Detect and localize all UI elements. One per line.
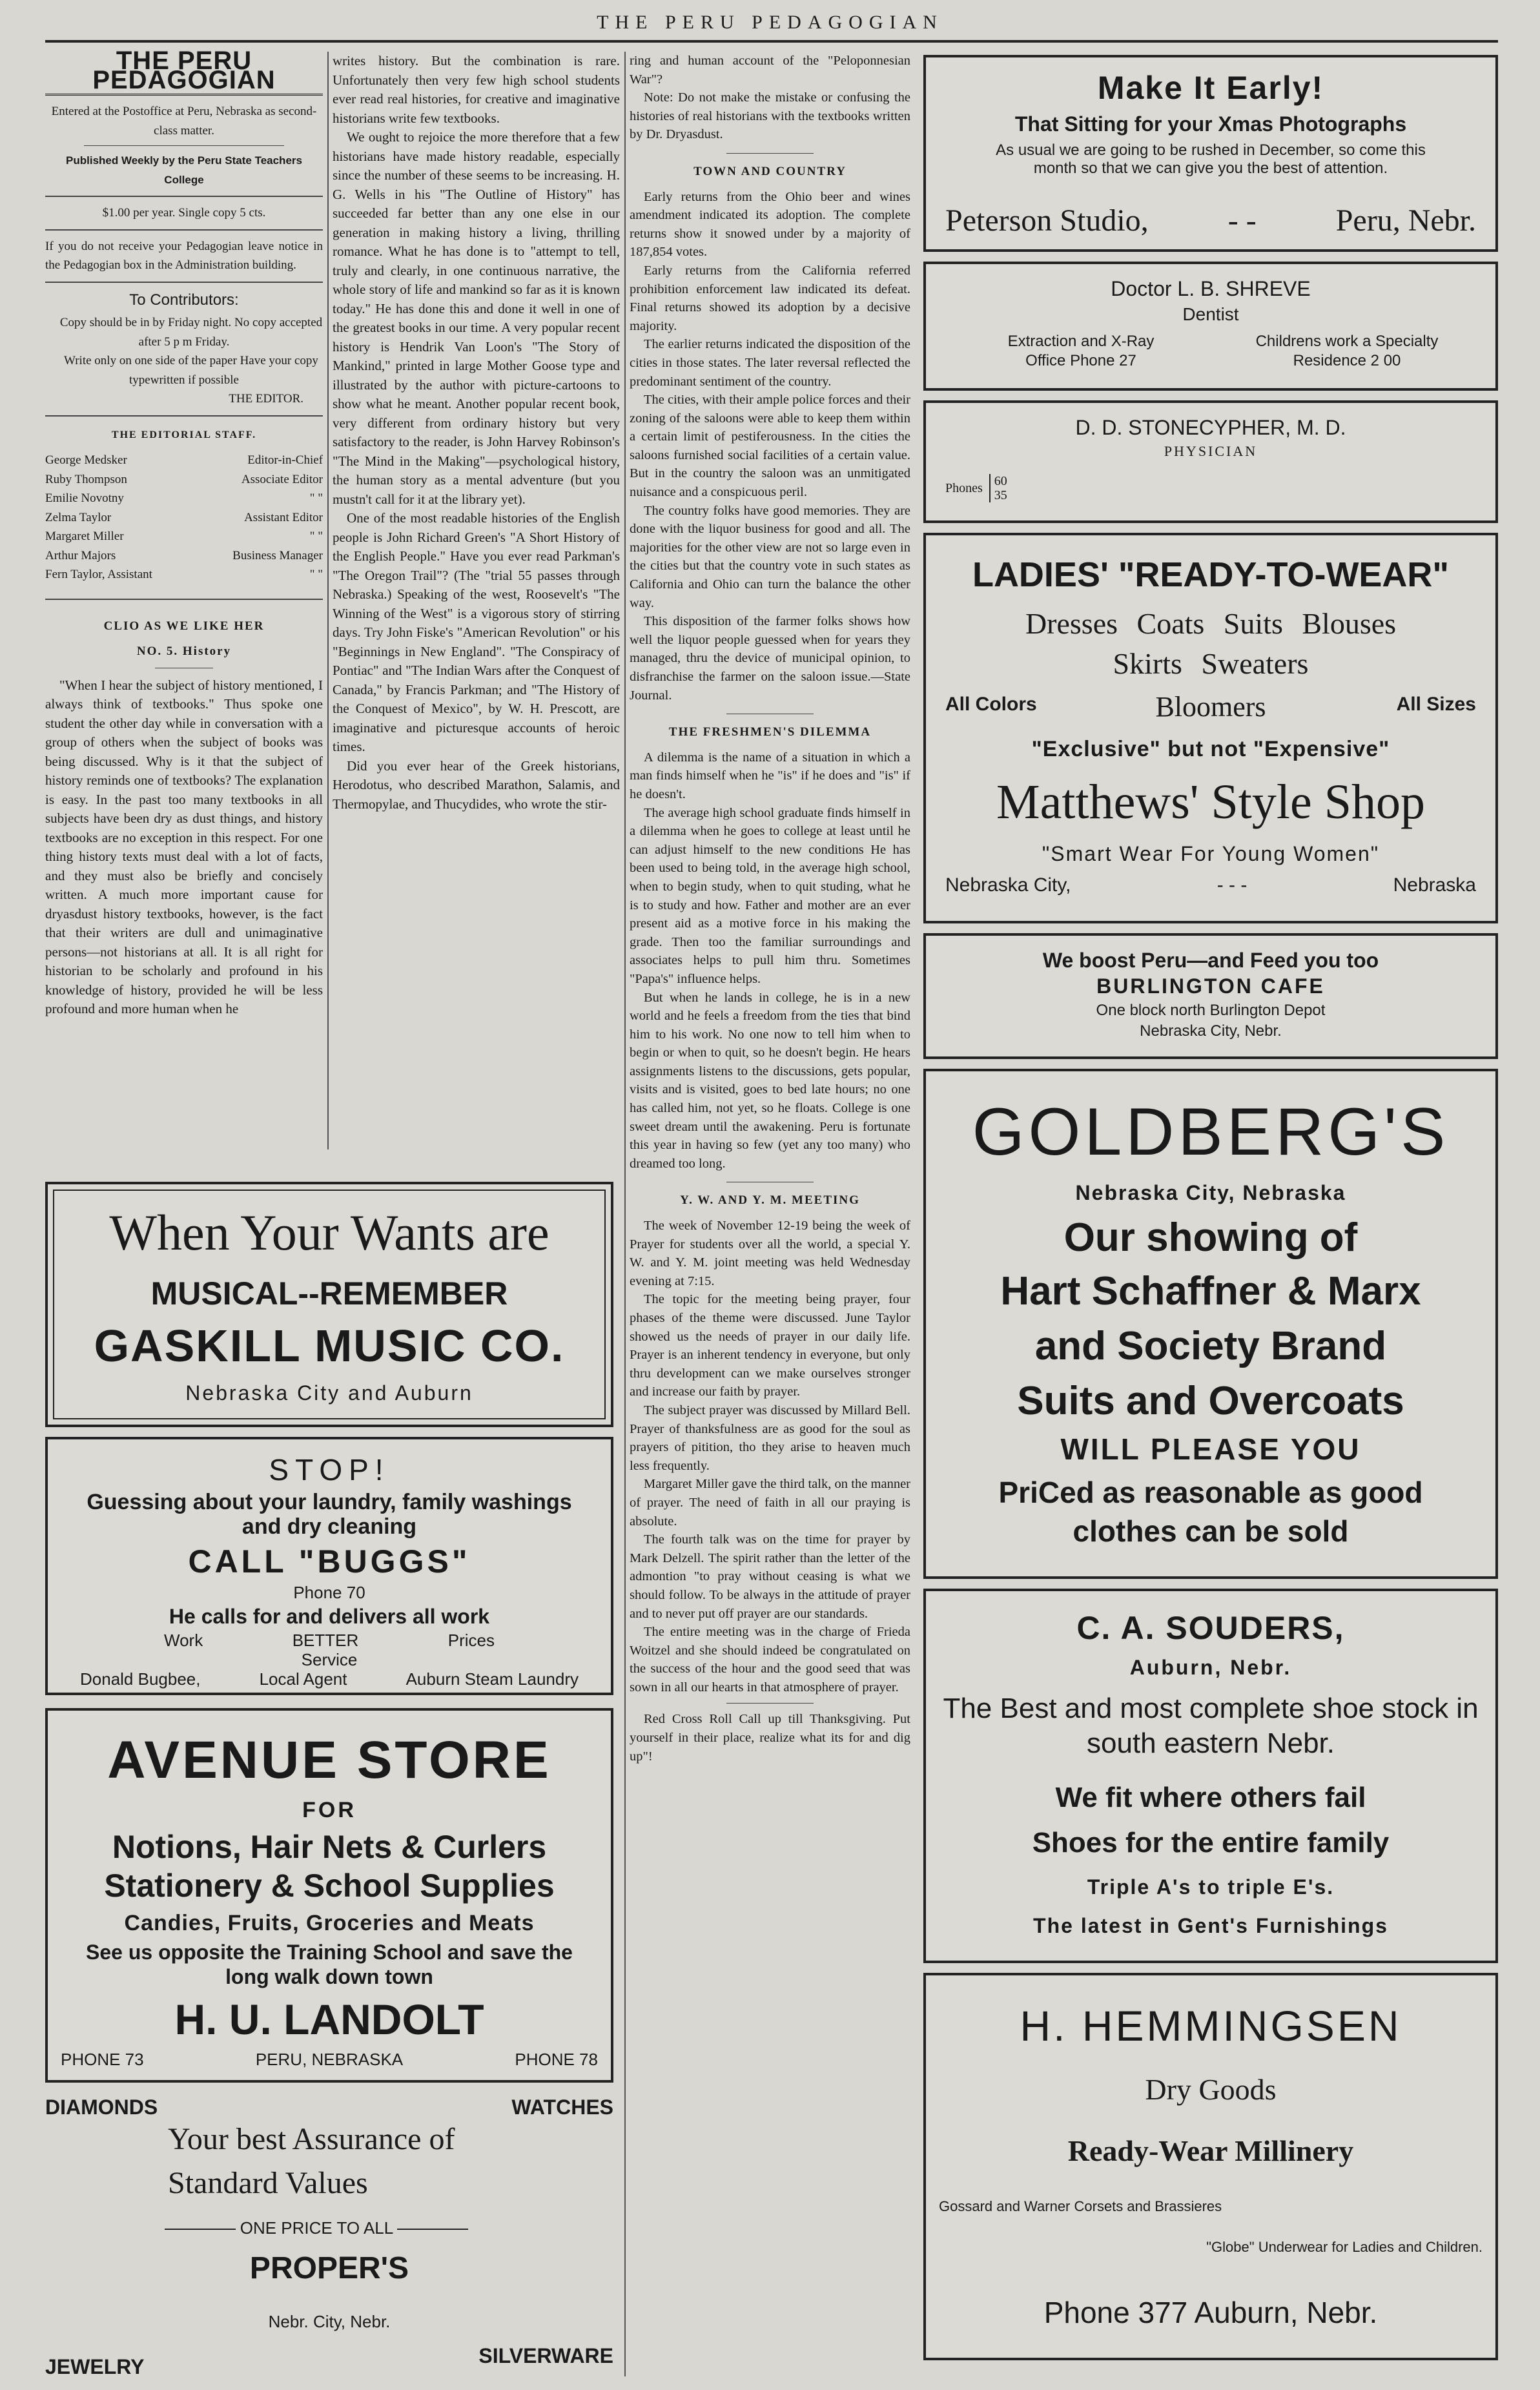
dash-rule [397,2229,468,2230]
buggs-work: Work [164,1631,203,1650]
staff-name: Margaret Miller [45,530,124,543]
peterson-footer [945,203,1476,238]
staff-row [45,565,323,584]
shreve-name: Doctor L. B. SHREVE [1111,277,1311,300]
buggs-line-2: He calls for and delivers all work [169,1605,490,1628]
ywym-paragraph: The entire meeting was in the charge of Frieda Woitzel and she should indeed be congratulated on the success of the hour and the good seed that was sown in all our hearts in that atmosphere of prayer. [630,1625,910,1695]
souders-shoes-ad [923,1589,1498,1963]
stonecypher-title: PHYSICIAN [1164,443,1258,459]
clio-col2-p3: One of the most readable histories of the English people is John Richard Green's "A Short History of the English People." Have you ever read Parkman's "The Oregon Trail"? (The "trial 55 passes through Nebraska.) Speaking of the west, Roosevelt's "The Winning of the West" is a vigorous story of stirring days. Try John Fiske's "American Revolution" or his "Beginnings in New England". "The Conspiracy of Pontiac" and "The Indian Wars after the Conquest of Canada," by Francis Parkman; and "The History of the Conquest of Mexico", by W. H. Prescott, are imaginative and picturesque accounts of heroic times. [333,510,620,754]
avenue-line-1: Notions, Hair Nets & Curlers [112,1829,547,1865]
propers-name: PROPER'S [249,2251,409,2285]
staff-role: Editor-in-Chief [247,453,323,467]
matthews-city: Nebraska City, [945,874,1071,896]
propers-jewelry: JEWELRY [45,2355,145,2378]
column-rule [624,52,626,2376]
shreve-left [965,332,1197,371]
avenue-phone-left: PHONE 73 [61,2050,144,2069]
souders-line-2: We fit where others fail [1055,1782,1366,1813]
ywym-paragraph: Margaret Miller gave the third talk, on the manner of prayer. The need of faith in all our praying is absolute. [630,1477,910,1529]
buggs-agent-role: Local Agent [259,1669,347,1689]
clio-text-col1: "When I hear the subject of history mentioned, I always think of textbooks." Thus spoke one student the other day while in conversation with a group of others when the subject of books was being discussed. Why is it that the subject of history reminds one of textbooks? The explanation is easy. In the past too many textbooks in all subjects have been dry as dust things, and history textbooks are no exception in this respect. For one thing history texts must deal with a lot of facts, and they must also be briefly and concisely written. A much more important cause for dryasdust history textbooks, however, is the fact that their writers are dull and unimaginative persons—not historians at all. It is all right for historian to be scholarly and profound in his knowledge of history, provided he will be less profound and more human when he [45,677,323,1016]
staff-row [45,546,323,566]
contributors-signature: THE EDITOR. [229,392,303,406]
matthews-name: Matthews' Style Shop [996,775,1425,829]
avenue-phone-right: PHONE 78 [515,2050,598,2069]
souders-city: Auburn, Nebr. [1129,1656,1292,1679]
town-country-heading: TOWN AND COUNTRY [693,164,847,178]
hemmingsen-line-3: Gossard and Warner Corsets and Brassieres [939,2198,1222,2214]
contributors-heading: To Contributors: [129,291,239,309]
staff-role: " " [309,491,323,505]
avenue-line-3: Candies, Fruits, Groceries and Meats [124,1911,535,1935]
staff-list [45,451,323,584]
souders-line-5: The latest in Gent's Furnishings [1033,1914,1388,1937]
peterson-line-1: That Sitting for your Xmas Photographs [1014,112,1407,136]
burlington-line-2: One block north Burlington Depot [1096,1002,1326,1019]
hemmingsen-line-4: "Globe" Underwear for Ladies and Children. [1206,2239,1483,2255]
town-country-paragraph: The cities, with their ample police forces and their zoning of the saloons were able to keep them within a certain limit of pestiferousness. In the cities the saloons furnished social facilities of a certain value. But in the country the saloon was an unmitigated nuisance and a conspicuous peril. [630,393,910,500]
column-3 [630,52,910,2376]
staff-row [45,527,323,546]
staff-role: " " [309,530,323,543]
buggs-prices: Prices [447,1631,495,1650]
matthews-footer [945,874,1476,896]
dash-rule [165,2229,236,2230]
burlington-line-1: We boost Peru—and Feed you too [1042,949,1379,972]
masthead-title: THE PERU PEDAGOGIAN [45,52,323,96]
stonecypher-phone-numbers [989,474,1007,502]
clio-col3-p1: ring and human account of the "Peloponnesian War"? [630,54,910,87]
town-country-paragraph: Early returns from the California referred prohibition enforcement law indicated its defeat. Final returns showed its adoption by a decisive majority. [630,263,910,333]
freshmen-paragraph: The average high school graduate finds himself in a dilemma when he goes to college at least until he can adjust himself to the new conditions He has been used to being told, in the average high school, when to begin study, when to quit studing, what he is to study and how. Father and mother are an ever present aid as a motive force in his making the grade. Then too the familiar surroundings and associates helps to pull him thru. Sometimes "Papa's" influence helps. [630,805,910,986]
peterson-dashes: - - [1227,203,1257,238]
shreve-left-2: Office Phone 27 [1025,352,1136,369]
masthead-notice: If you do not receive your Pedagogian leave notice in the Pedagogian box in the Administration building. [45,239,323,272]
buggs-laundry-ad [45,1437,613,1695]
matthews-all-sizes: All Sizes [1396,694,1476,715]
propers-one-price [123,2218,510,2238]
avenue-line-2: Stationery & School Supplies [104,1868,555,1904]
town-country-paragraph: This disposition of the farmer folks shows how well the liquor people guessed when for years they managed, thru the device of municipal opinion, to disfranchise the farmer on the saloon issue.—State Journal. [630,614,910,703]
ywym-paragraph: Red Cross Roll Call up till Thanksgiving. Put yourself in their place, realize what its for and dig up"! [630,1712,910,1764]
shreve-right-2: Residence 2 00 [1293,352,1401,369]
staff-name: Zelma Taylor [45,510,112,524]
ywym-paragraph: The subject prayer was discussed by Millard Bell. Prayer of thanksfulness are as good for the soul as prayers of pitition, tho they arise to heaven much less frequently. [630,1403,910,1473]
clio-subheading: NO. 5. History [136,644,232,658]
matthews-smart: "Smart Wear For Young Women" [1042,842,1380,865]
stonecypher-phone-2: 35 [994,488,1007,502]
peterson-line-2: As usual we are going to be rushed in December, so come this month so that we can give you the best of attention. [996,141,1426,177]
avenue-footer-row [61,2050,598,2070]
stonecypher-name: D. D. STONECYPHER, M. D. [1075,416,1346,439]
matthews-items-1: Dresses Coats Suits Blouses [1025,607,1397,640]
buggs-laundry-name: Auburn Steam Laundry [406,1669,579,1689]
burlington-cafe-ad [923,933,1498,1059]
souders-line-1: The Best and most complete shoe stock in south eastern Nebr. [943,1693,1479,1759]
propers-one-price-text: ONE PRICE TO ALL [240,2218,393,2238]
staff-name: George Medsker [45,453,127,467]
peterson-name: Peterson Studio, [945,203,1149,238]
matthews-dashes: - - - [1217,874,1247,896]
avenue-store-ad [45,1708,613,2083]
freshmen-paragraph: But when he lands in college, he is in a new world and he feels a freedom from the ties that bind him to his work. No one now to tell him when to begin or when to quit, so he doesn't begin. He hears assignments listens to the discussions, gets popular, visits and is visited, goes to bed late hours; no one has called him, not yet, so he floats. College is one sweet dream until the awakening. Peru is fortunate this year in having so few (yet any too many) who dreamed too long. [630,990,910,1171]
propers-line-2: Standard Values [168,2166,368,2200]
souders-line-4: Triple A's to triple E's. [1087,1875,1335,1899]
running-head: THE PERU PEDAGOGIAN [597,12,943,33]
matthews-items-2: Skirts Sweaters [1113,647,1309,680]
column-1 [45,46,323,1162]
masthead-entered: Entered at the Postoffice at Peru, Nebraska as second-class matter. [51,105,317,138]
matthews-bloomers: Bloomers [1155,691,1266,723]
gaskill-line-1: When Your Wants are [109,1204,549,1261]
goldberg-line-7: clothes can be sold [1073,1514,1349,1548]
goldberg-line-6: PriCed as reasonable as good [998,1476,1423,1509]
staff-row [45,451,323,470]
avenue-for: FOR [302,1798,356,1822]
stonecypher-physician-ad [923,400,1498,523]
goldberg-line-5: WILL PLEASE YOU [1060,1432,1361,1466]
contributors-line-1: Copy should be in by Friday night. No copy accepted after 5 p m Friday. [59,316,323,349]
hemmingsen-line-2: Ready-Wear Millinery [1067,2134,1354,2167]
shreve-right [1218,332,1476,371]
stonecypher-phone-1: 60 [994,474,1007,488]
goldberg-line-1: Our showing of [1063,1215,1358,1260]
gaskill-line-3: GASKILL MUSIC CO. [94,1321,565,1371]
propers-silverware: SILVERWARE [478,2344,613,2367]
clio-heading: CLIO AS WE LIKE HER [103,619,265,633]
staff-name: Arthur Majors [45,548,116,562]
burlington-line-3: Nebraska City, Nebr. [1140,1022,1282,1040]
clio-col2-p1: writes history. But the combination is rare. Unfortunately then very few high school students ever read real histories, for creative and imaginative historians write few textbooks. [333,53,620,126]
hemmingsen-line-1: Dry Goods [1145,2073,1277,2106]
town-country-paragraph: Early returns from the Ohio beer and wines amendment indicated its adoption. The complete returns show it snowed under by a majority of 187,854 votes. [630,189,910,260]
goldberg-title: GOLDBERG'S [972,1095,1450,1169]
gaskill-music-ad [45,1182,613,1427]
buggs-service: Service [301,1650,358,1669]
divider [726,153,814,154]
staff-name: Fern Taylor, Assistant [45,568,152,581]
avenue-owner: H. U. LANDOLT [174,1995,484,2043]
goldberg-line-4: Suits and Overcoats [1017,1379,1404,1423]
propers-diamonds: DIAMONDS [45,2096,158,2119]
avenue-city: PERU, NEBRASKA [255,2050,404,2069]
goldberg-city: Nebraska City, Nebraska [1075,1181,1346,1204]
gaskill-line-2: MUSICAL--REMEMBER [150,1275,508,1312]
shreve-dentist-ad [923,262,1498,391]
buggs-agent-name: Donald Bugbee, [80,1669,201,1689]
ywym-heading: Y. W. AND Y. M. MEETING [680,1193,860,1208]
hemmingsen-ad [923,1973,1498,2360]
matthews-all-colors: All Colors [945,694,1037,715]
matthews-title: LADIES' "READY-TO-WEAR" [972,555,1450,594]
matthews-state: Nebraska [1393,874,1476,896]
ywym-paragraph: The fourth talk was on the time for prayer by Mark Delzell. The spirit rather than the letter of the admontion "to pray without ceasing is what we should follow. To be always in the attitude of prayer and to never put off prayer are our standards. [630,1532,910,1621]
staff-heading: THE EDITORIAL STAFF. [111,429,257,440]
divider [726,1703,814,1704]
propers-watches: WATCHES [511,2096,613,2119]
shreve-right-1: Childrens work a Specialty [1255,333,1439,350]
masthead-price: $1.00 per year. Single copy 5 cts. [102,206,266,220]
buggs-phone: Phone 70 [293,1583,365,1602]
buggs-call: CALL "BUGGS" [188,1543,471,1580]
freshmen-paragraph: A dilemma is the name of a situation in which a man finds himself when he "is" if he does and "is" if he doesn't. [630,750,910,801]
staff-name: Ruby Thompson [45,472,127,486]
contributors-line-2: Write only on one side of the paper Have your copy typewritten if possible [64,354,318,387]
column-rule [327,52,329,1149]
staff-role: Associate Editor [241,472,323,486]
goldbergs-ad [923,1069,1498,1579]
matthews-style-shop-ad [923,533,1498,923]
staff-role: " " [309,568,323,581]
staff-name: Emilie Novotny [45,491,124,505]
divider [45,599,323,600]
peterson-title: Make It Early! [1097,70,1324,106]
divider [45,196,323,197]
staff-row [45,508,323,528]
hemmingsen-phone: Phone 377 Auburn, Nebr. [1043,2296,1378,2329]
propers-line-1: Your best Assurance of [168,2122,455,2156]
hemmingsen-name: H. HEMMINGSEN [1020,2002,1402,2050]
divider [84,145,284,146]
shreve-left-1: Extraction and X-Ray [1007,333,1155,350]
divider [45,282,323,283]
column-2 [333,52,620,1149]
propers-city: Nebr. City, Nebr. [268,2312,391,2331]
freshmen-heading: THE FRESHMEN'S DILEMMA [668,725,872,739]
staff-row [45,470,323,489]
souders-name: C. A. SOUDERS, [1076,1610,1345,1646]
peterson-studio-ad [923,55,1498,252]
masthead-published: Published Weekly by the Peru State Teachers College [66,154,302,186]
clio-col2-p2: We ought to rejoice the more therefore that a few historians have made history readable, especially since the number of these seems to be increasing. H. G. Wells in his "The Outline of History" has succeeded far better than any one else in our generation in making history a living, thrilling romance. What he has done is to "attempt to tell, truly and clearly, in one continuous narrative, the whole story of life and mankind so far as it is known today." He has done this and done it well in one of the greatest books in our time. A very popular recent history is Hendrik Van Loon's "The Story of Mankind," printed in large Mother Goose type and illustrated by the author with picture-cartoons to show what he meant. Another popular recent book, very different from ordinary history but very satisfactory to the reader, is John Harvey Robinson's "The Mind in the Making"—psychological history, the human story as a mental adventure (but you mustn't call for it at the library yet). [333,129,620,507]
buggs-stop: STOP! [269,1453,390,1487]
gaskill-line-4: Nebraska City and Auburn [185,1381,473,1405]
staff-role: Assistant Editor [244,510,323,524]
burlington-name: BURLINGTON CAFE [1096,974,1325,998]
propers-ad [45,2089,613,2380]
staff-role: Business Manager [232,548,323,562]
goldberg-line-2: Hart Schaffner & Marx [1000,1269,1421,1313]
matthews-exclusive: "Exclusive" but not "Expensive" [1031,737,1390,761]
clio-col3-note: Note: Do not make the mistake or confusing the histories of real historians with the textbooks written by Dr. Dryasdust. [630,90,910,142]
stonecypher-phones [945,474,1007,502]
souders-line-3: Shoes for the entire family [1032,1827,1390,1859]
buggs-line-1: Guessing about your laundry, family washings and dry cleaning [87,1490,572,1539]
shreve-title: Dentist [1182,304,1239,324]
buggs-better: BETTER [292,1631,359,1650]
divider [45,415,323,417]
town-country-paragraph: The earlier returns indicated the disposition of the cities in those states. The later reversal reflected the predominant sentiment of the country. [630,337,910,389]
divider [45,229,323,231]
avenue-title: AVENUE STORE [107,1731,551,1789]
top-rule [45,40,1498,43]
stonecypher-phones-label: Phones [945,480,983,495]
goldberg-line-3: and Society Brand [1034,1324,1387,1368]
avenue-line-4: See us opposite the Training School and save the long walk down town [86,1941,573,1988]
town-country-paragraph: The country folks have good memories. They are done with the liquor business for good and all. The majorities for the other view are not so large even in the cities but that the country vote in such states as California and Ohio can turn the balance the other way. [630,503,910,610]
clio-col2-p4: Did you ever hear of the Greek historians, Herodotus, who described Marathon, Salamis, and Thermopylae, and Thucydides, who wrote the stir- [333,757,620,812]
staff-row [45,489,323,508]
peterson-city: Peru, Nebr. [1335,203,1476,238]
buggs-agent-row [80,1669,579,1689]
ywym-paragraph: The week of November 12-19 being the week of Prayer for students over all the world, a special Y. W. and Y. M. joint meeting was held Wednesday evening at 7:15. [630,1219,910,1288]
buggs-work-row [164,1631,495,1651]
ywym-paragraph: The topic for the meeting being prayer, four phases of the theme were discussed. June Taylor showed us the needs of prayer in our daily life. Prayer is an inherent tendency in everyone, but only thru development can we make ourselves stronger and increase our faith by prayer. [630,1292,910,1399]
